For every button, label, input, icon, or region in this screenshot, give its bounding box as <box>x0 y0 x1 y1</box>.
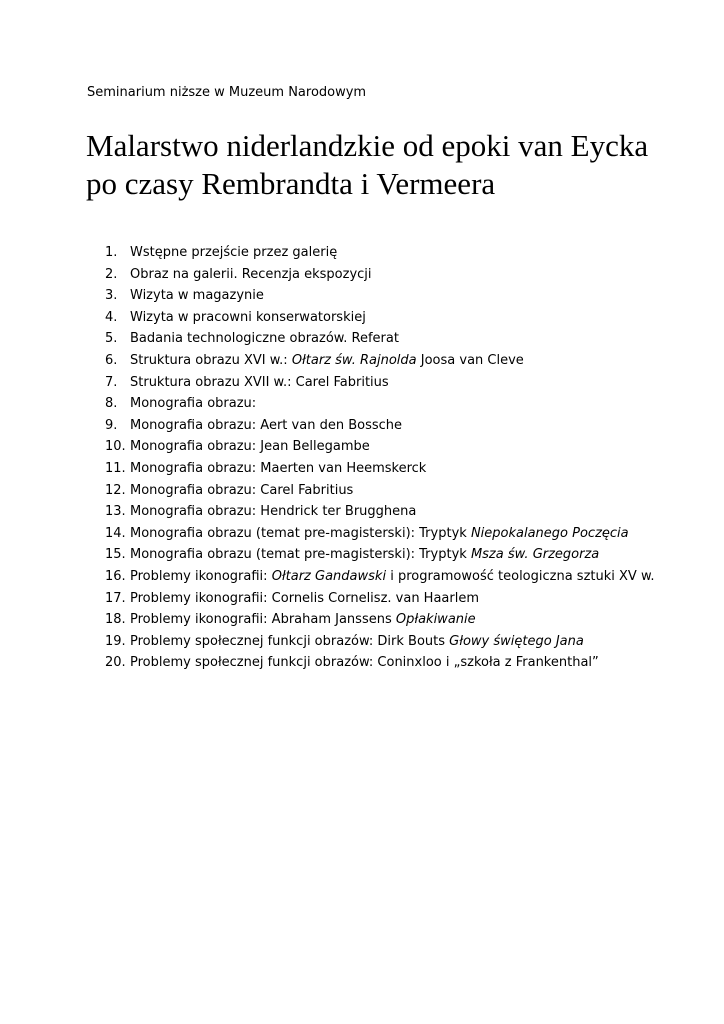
list-item-text <box>130 652 599 674</box>
list-item-text <box>130 566 655 588</box>
list-item-number <box>0 307 127 329</box>
list-item-number <box>0 393 127 415</box>
list-item-number-text: 10. <box>105 439 126 455</box>
list-item-number-text: 16. <box>105 568 126 584</box>
list-item-text <box>130 264 372 286</box>
list-item-number-text: 17. <box>105 590 126 606</box>
list-item-number <box>0 609 127 631</box>
list-item-number-text: 12. <box>105 482 126 498</box>
title-line-1: Malarstwo niderlandzkie od epoki van Eycka <box>86 128 649 163</box>
list-item-text <box>130 480 353 502</box>
text-segment: Obraz na galerii. Recenzja ekspozycji <box>130 266 372 282</box>
list-item-number <box>0 544 127 566</box>
text-segment: Wstępne przejście przez galerię <box>130 245 338 260</box>
text-segment: Wizyta w pracowni konserwatorskiej <box>130 309 366 325</box>
list-item-number <box>0 458 127 480</box>
text-segment: Monografia obrazu: Maerten van Heemskerck <box>130 460 427 476</box>
list-item-number <box>0 436 127 458</box>
list-item-number-text: 20. <box>105 655 126 671</box>
list-item-number-text: 13. <box>105 504 126 520</box>
list-item-number <box>0 501 127 523</box>
list-item-number-text: 6. <box>105 352 118 368</box>
list-item-number <box>0 566 127 588</box>
title-line-2: po czasy Rembrandta i Vermeera <box>86 166 496 201</box>
list-item-text <box>130 609 476 631</box>
text-segment: Problemy ikonografii: <box>130 568 272 584</box>
document-subtitle: Seminarium niższe w Muzeum Narodowym <box>87 85 367 100</box>
list-item-number-text: 4. <box>105 309 118 325</box>
list-item-number-text: 14. <box>105 525 126 541</box>
italic-title: Głowy świętego Jana <box>449 633 584 649</box>
list-item-number <box>0 264 127 286</box>
list-item-text <box>130 393 256 415</box>
text-segment: Monografia obrazu: Hendrick ter Brugghena <box>130 504 417 520</box>
text-segment: Monografia obrazu (temat pre-magisterski): Tryptyk <box>130 547 471 563</box>
text-segment: i programowość teologiczna sztuki XV w. <box>386 568 655 584</box>
text-segment: Wizyta w magazynie <box>130 288 264 304</box>
list-item-number-text: 19. <box>105 633 126 649</box>
list-item-number-text: 11. <box>105 460 126 476</box>
list-item-text <box>130 501 416 523</box>
list-item-text <box>130 588 479 610</box>
list-item-number-text: 2. <box>105 266 118 282</box>
document-title <box>86 127 686 203</box>
list-item-number <box>0 415 127 437</box>
list-item-text <box>130 415 402 437</box>
list-item-number-text: 9. <box>105 417 118 433</box>
list-item-number <box>0 328 127 350</box>
list-item-number <box>0 350 127 372</box>
list-item-number-text: 15. <box>105 547 126 563</box>
list-item-text <box>130 372 389 394</box>
list-item-text <box>130 436 370 458</box>
text-segment: Problemy społecznej funkcji obrazów: Dirk Bouts <box>130 633 450 649</box>
list-item-number-text: 3. <box>105 288 118 304</box>
list-item-text <box>130 307 366 329</box>
list-item-text <box>130 350 524 372</box>
text-segment: Struktura obrazu XVI w.: <box>130 352 292 368</box>
text-segment: Monografia obrazu: Carel Fabritius <box>130 482 354 498</box>
list-item-text <box>130 285 264 307</box>
list-item-text <box>130 523 629 545</box>
italic-title: Ołtarz św. Rajnolda <box>291 352 417 368</box>
list-item-number-text: 8. <box>105 396 118 412</box>
italic-title: Niepokalanego Poczęcia <box>470 525 629 541</box>
italic-title: Ołtarz Gandawski <box>271 568 387 584</box>
text-segment: Monografia obrazu (temat pre-magisterski): Tryptyk <box>130 525 471 541</box>
list-item-number-text: 5. <box>105 331 118 347</box>
italic-title: Msza św. Grzegorza <box>470 547 600 563</box>
list-item-text <box>130 242 337 264</box>
text-segment: Joosa van Cleve <box>416 352 524 368</box>
text-segment: Monografia obrazu: <box>130 396 257 412</box>
list-item-number-text: 7. <box>105 374 118 390</box>
list-item-number <box>0 631 127 653</box>
text-segment: Badania technologiczne obrazów. Referat <box>130 331 399 347</box>
list-item-number <box>0 285 127 307</box>
text-segment: Struktura obrazu XVII w.: Carel Fabritius <box>130 374 389 390</box>
list-item-text <box>130 328 399 350</box>
list-item-number-text: 18. <box>105 612 126 628</box>
list-item-number <box>0 652 127 674</box>
list-item-number <box>0 523 127 545</box>
list-item-number <box>0 242 127 264</box>
list-item-text <box>130 458 426 480</box>
list-item-number-text: 1. <box>105 245 118 260</box>
list-item-text <box>130 544 599 566</box>
text-segment: Monografia obrazu: Jean Bellegambe <box>130 439 370 455</box>
list-item-number <box>0 372 127 394</box>
text-segment: Problemy społecznej funkcji obrazów: Coninxloo i „szkoła z Frankenthal” <box>130 655 599 671</box>
text-segment: Problemy ikonografii: Abraham Janssens <box>130 612 396 628</box>
list-item-text <box>130 631 584 653</box>
list-item-number <box>0 480 127 502</box>
text-segment: Monografia obrazu: Aert van den Bossche <box>130 417 402 433</box>
text-segment: Problemy ikonografii: Cornelis Cornelisz. van Haarlem <box>130 590 480 606</box>
italic-title: Opłakiwanie <box>395 612 476 628</box>
list-item-number <box>0 588 127 610</box>
